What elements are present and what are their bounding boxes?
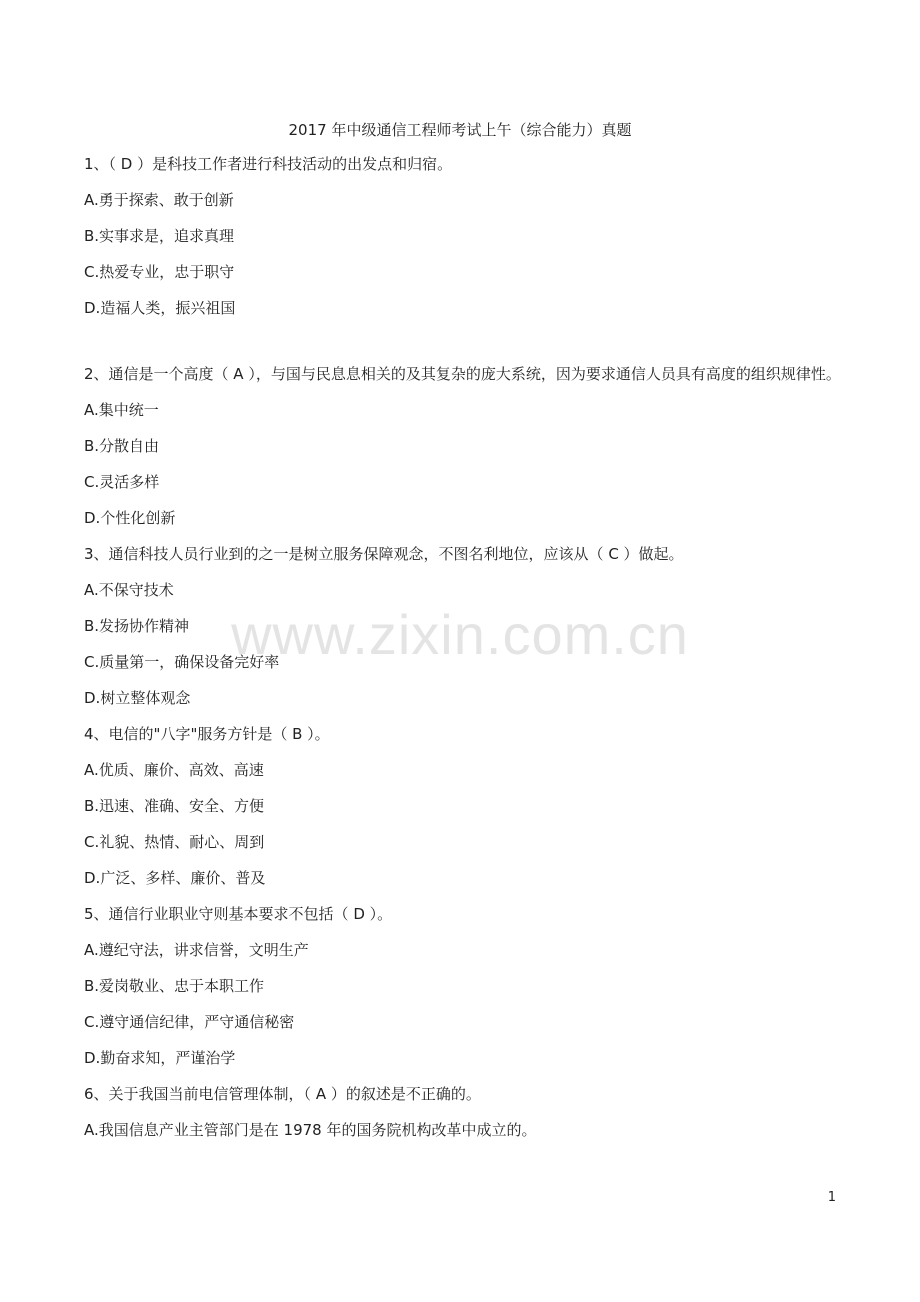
option-d: D.勤奋求知，严谨治学 — [84, 1049, 236, 1067]
watermark: www.zixin.com.cn — [231, 603, 689, 666]
question-stem: 3、通信科技人员行业到的之一是树立服务保障观念，不图名利地位，应该从（ C ）做起。 — [84, 545, 684, 563]
option-c: C.遵守通信纪律，严守通信秘密 — [84, 1013, 295, 1031]
question-stem: 2、通信是一个高度（ A ），与国与民息息相关的及其复杂的庞大系统，因为要求通信人员具有高度的组织规律性。 — [84, 365, 841, 383]
option-a: A.优质、廉价、高效、高速 — [84, 761, 264, 779]
question-stem: 1、（ D ）是科技工作者进行科技活动的出发点和归宿。 — [84, 155, 453, 173]
option-b: B.迅速、准确、安全、方便 — [84, 797, 265, 815]
option-c: C.质量第一，确保设备完好率 — [84, 653, 280, 671]
option-b: B.发扬协作精神 — [84, 617, 190, 635]
option-b: B.分散自由 — [84, 437, 160, 455]
option-d: D.个性化创新 — [84, 509, 176, 527]
question-stem: 4、电信的"八字"服务方针是（ B ）。 — [84, 725, 330, 743]
question-stem: 6、关于我国当前电信管理体制，（ A ）的叙述是不正确的。 — [84, 1085, 481, 1103]
option-c: C.礼貌、热情、耐心、周到 — [84, 833, 265, 851]
option-d: D.造福人类，振兴祖国 — [84, 299, 236, 317]
option-d: D.广泛、多样、廉价、普及 — [84, 869, 266, 887]
option-d: D.树立整体观念 — [84, 689, 191, 707]
option-a: A.我国信息产业主管部门是在 1978 年的国务院机构改革中成立的。 — [84, 1121, 537, 1139]
question-stem: 5、通信行业职业守则基本要求不包括（ D ）。 — [84, 905, 393, 923]
option-a: A.遵纪守法，讲求信誉，文明生产 — [84, 941, 309, 959]
option-c: C.灵活多样 — [84, 473, 160, 491]
option-a: A.勇于探索、敢于创新 — [84, 191, 234, 209]
option-a: A.不保守技术 — [84, 581, 174, 599]
option-b: B.实事求是，追求真理 — [84, 227, 235, 245]
option-c: C.热爱专业，忠于职守 — [84, 263, 235, 281]
option-b: B.爱岗敬业、忠于本职工作 — [84, 977, 265, 995]
document-title: 2017 年中级通信工程师考试上午（综合能力）真题 — [288, 121, 632, 139]
page-number: 1 — [827, 1190, 836, 1205]
option-a: A.集中统一 — [84, 401, 159, 419]
